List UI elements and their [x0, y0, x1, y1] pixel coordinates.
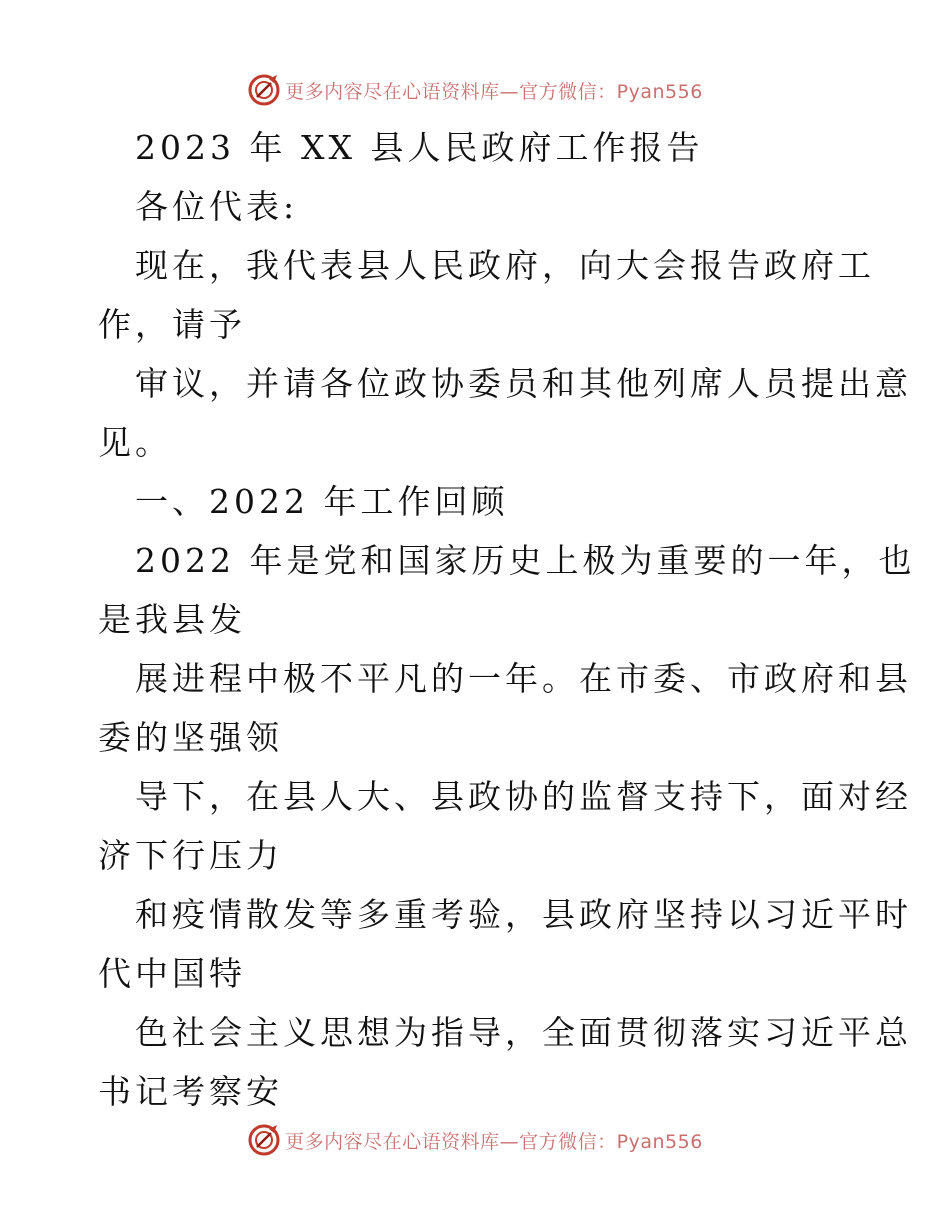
red-circular-pen-logo-icon: [247, 1123, 281, 1157]
footer-banner-text: 更多内容尽在心语资料库—官方微信：Pyan556: [285, 1130, 703, 1153]
document-body: [98, 118, 916, 1121]
paragraph-line: 见。: [98, 423, 172, 462]
salutation: 各位代表:: [135, 187, 299, 226]
footer-banner: [0, 1120, 950, 1160]
paragraph-line: 书记考察安: [98, 1072, 283, 1111]
paragraph-line: 和疫情散发等多重考验，县政府坚持以习近平时: [135, 895, 912, 934]
paragraph-line: 委的坚强领: [98, 718, 283, 757]
paragraph-line: 济下行压力: [98, 836, 283, 875]
paragraph-line: 2022 年是党和国家历史上极为重要的一年，也: [135, 541, 916, 580]
header-banner-text: 更多内容尽在心语资料库—官方微信：Pyan556: [285, 80, 703, 103]
section-heading: 一、2022 年工作回顾: [135, 482, 509, 521]
paragraph-line: 是我县发: [98, 600, 246, 639]
paragraph-line: 代中国特: [98, 954, 246, 993]
paragraph-line: 色社会主义思想为指导，全面贯彻落实习近平总: [135, 1013, 912, 1052]
paragraph-line: 导下，在县人大、县政协的监督支持下，面对经: [135, 777, 912, 816]
paragraph-line: 作，请予: [98, 305, 246, 344]
paragraph-line: 审议，并请各位政协委员和其他列席人员提出意: [135, 364, 912, 403]
red-circular-pen-logo-icon: [247, 73, 281, 107]
paragraph-line: 现在，我代表县人民政府，向大会报告政府工: [135, 246, 875, 285]
paragraph-line: 展进程中极不平凡的一年。在市委、市政府和县: [135, 659, 912, 698]
document-title: 2023 年 XX 县人民政府工作报告: [135, 128, 704, 167]
header-banner: [0, 70, 950, 110]
